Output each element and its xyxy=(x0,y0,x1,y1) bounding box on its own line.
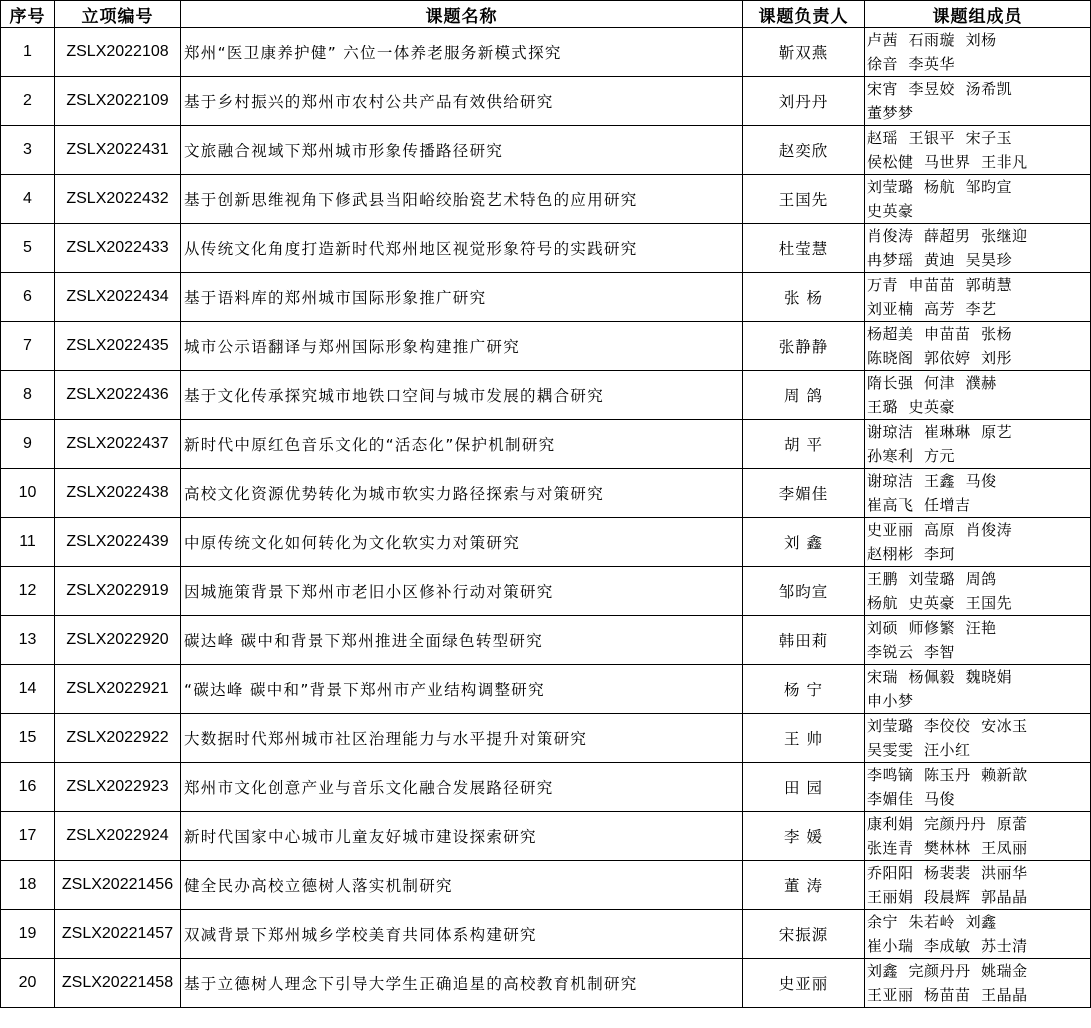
member-line: 万青 申苗苗 郭萌慧 xyxy=(867,276,1013,294)
table-row xyxy=(1,567,1091,616)
member-line: 侯松健 马世界 王非凡 xyxy=(867,153,1028,171)
row-members-cell xyxy=(865,763,1091,812)
row-seq-cell: 2 xyxy=(1,77,55,126)
row-members-cell xyxy=(865,273,1091,322)
header-code: 立项编号 xyxy=(55,1,181,28)
member-line: 刘莹璐 杨航 邹昀宣 xyxy=(867,178,1013,196)
member-line: 冉梦瑶 黄迪 吴昊珍 xyxy=(867,251,1013,269)
table-row xyxy=(1,812,1091,861)
row-seq-cell: 13 xyxy=(1,616,55,665)
row-members-cell xyxy=(865,77,1091,126)
table-row xyxy=(1,959,1091,1008)
row-members-cell xyxy=(865,175,1091,224)
table-row xyxy=(1,714,1091,763)
row-code-cell: ZSLX2022924 xyxy=(55,812,181,861)
table-row xyxy=(1,861,1091,910)
row-members-cell xyxy=(865,126,1091,175)
member-line: 赵瑶 王银平 宋子玉 xyxy=(867,129,1013,147)
row-code-cell: ZSLX2022923 xyxy=(55,763,181,812)
row-members-cell xyxy=(865,518,1091,567)
row-code-cell: ZSLX2022431 xyxy=(55,126,181,175)
row-lead-cell: 杨 宁 xyxy=(743,665,865,714)
row-title-cell: 城市公示语翻译与郑州国际形象构建推广研究 xyxy=(181,322,743,371)
row-title-cell: 中原传统文化如何转化为文化软实力对策研究 xyxy=(181,518,743,567)
header-lead: 课题负责人 xyxy=(743,1,865,28)
row-lead-cell: 韩田莉 xyxy=(743,616,865,665)
member-line: 康利娟 完颜丹丹 原蕾 xyxy=(867,815,1028,833)
member-line: 史英豪 xyxy=(867,202,914,220)
row-seq-cell: 18 xyxy=(1,861,55,910)
member-line: 史亚丽 高原 肖俊涛 xyxy=(867,521,1013,539)
header-seq: 序号 xyxy=(1,1,55,28)
row-lead-cell: 王国先 xyxy=(743,175,865,224)
row-members-cell xyxy=(865,616,1091,665)
member-line: 崔小瑞 李成敏 苏士清 xyxy=(867,937,1028,955)
row-seq-cell: 16 xyxy=(1,763,55,812)
member-line: 乔阳阳 杨裴裴 洪丽华 xyxy=(867,864,1028,882)
member-line: 李锐云 李智 xyxy=(867,643,956,661)
table-row xyxy=(1,518,1091,567)
row-code-cell: ZSLX2022435 xyxy=(55,322,181,371)
row-title-cell: “碳达峰 碳中和”背景下郑州市产业结构调整研究 xyxy=(181,665,743,714)
row-title-cell: 高校文化资源优势转化为城市软实力路径探索与对策研究 xyxy=(181,469,743,518)
member-line: 谢琼洁 崔琳琳 原艺 xyxy=(867,423,1013,441)
table-body xyxy=(1,28,1091,1008)
row-seq-cell: 20 xyxy=(1,959,55,1008)
row-lead-cell: 刘 鑫 xyxy=(743,518,865,567)
row-lead-cell: 李媚佳 xyxy=(743,469,865,518)
row-lead-cell: 赵奕欣 xyxy=(743,126,865,175)
member-line: 刘亚楠 高芳 李艺 xyxy=(867,300,997,318)
row-title-cell: 新时代中原红色音乐文化的“活态化”保护机制研究 xyxy=(181,420,743,469)
row-code-cell: ZSLX2022109 xyxy=(55,77,181,126)
row-title-cell: 新时代国家中心城市儿童友好城市建设探索研究 xyxy=(181,812,743,861)
member-line: 卢茜 石雨璇 刘杨 xyxy=(867,31,997,49)
row-members-cell xyxy=(865,371,1091,420)
row-code-cell: ZSLX2022433 xyxy=(55,224,181,273)
row-members-cell xyxy=(865,812,1091,861)
table-row xyxy=(1,665,1091,714)
member-line: 孙寒利 方元 xyxy=(867,447,956,465)
row-seq-cell: 17 xyxy=(1,812,55,861)
row-title-cell: 基于立德树人理念下引导大学生正确追星的高校教育机制研究 xyxy=(181,959,743,1008)
row-members-cell xyxy=(865,959,1091,1008)
row-code-cell: ZSLX2022432 xyxy=(55,175,181,224)
row-code-cell: ZSLX2022921 xyxy=(55,665,181,714)
row-title-cell: 基于文化传承探究城市地铁口空间与城市发展的耦合研究 xyxy=(181,371,743,420)
header-members: 课题组成员 xyxy=(865,1,1091,28)
row-title-cell: 郑州市文化创意产业与音乐文化融合发展路径研究 xyxy=(181,763,743,812)
row-seq-cell: 3 xyxy=(1,126,55,175)
member-line: 陈晓阁 郭依婷 刘彤 xyxy=(867,349,1013,367)
member-line: 李鸣镝 陈玉丹 赖新歆 xyxy=(867,766,1028,784)
table-row xyxy=(1,175,1091,224)
row-code-cell: ZSLX2022439 xyxy=(55,518,181,567)
table-row xyxy=(1,616,1091,665)
row-lead-cell: 周 鸽 xyxy=(743,371,865,420)
header-row xyxy=(1,1,1091,28)
row-seq-cell: 11 xyxy=(1,518,55,567)
row-seq-cell: 15 xyxy=(1,714,55,763)
member-line: 王亚丽 杨苗苗 王晶晶 xyxy=(867,986,1028,1004)
row-title-cell: 因城施策背景下郑州市老旧小区修补行动对策研究 xyxy=(181,567,743,616)
row-members-cell xyxy=(865,224,1091,273)
member-line: 肖俊涛 薛超男 张继迎 xyxy=(867,227,1028,245)
table-row xyxy=(1,371,1091,420)
row-title-cell: 文旅融合视域下郑州城市形象传播路径研究 xyxy=(181,126,743,175)
row-code-cell: ZSLX20221458 xyxy=(55,959,181,1008)
table-row xyxy=(1,910,1091,959)
row-code-cell: ZSLX2022436 xyxy=(55,371,181,420)
row-lead-cell: 刘丹丹 xyxy=(743,77,865,126)
member-line: 隋长强 何津 濮赫 xyxy=(867,374,997,392)
row-seq-cell: 7 xyxy=(1,322,55,371)
row-lead-cell: 靳双燕 xyxy=(743,28,865,77)
header-title: 课题名称 xyxy=(181,1,743,28)
row-seq-cell: 19 xyxy=(1,910,55,959)
table-row xyxy=(1,224,1091,273)
table-row xyxy=(1,469,1091,518)
row-seq-cell: 1 xyxy=(1,28,55,77)
row-lead-cell: 张 杨 xyxy=(743,273,865,322)
member-line: 杨航 史英豪 王国先 xyxy=(867,594,1013,612)
member-line: 宋宵 李昱姣 汤希凯 xyxy=(867,80,1013,98)
row-lead-cell: 田 园 xyxy=(743,763,865,812)
row-code-cell: ZSLX2022108 xyxy=(55,28,181,77)
row-seq-cell: 14 xyxy=(1,665,55,714)
table-row xyxy=(1,126,1091,175)
member-line: 杨超美 申苗苗 张杨 xyxy=(867,325,1013,343)
row-code-cell: ZSLX20221457 xyxy=(55,910,181,959)
row-members-cell xyxy=(865,322,1091,371)
row-code-cell: ZSLX2022437 xyxy=(55,420,181,469)
table-row xyxy=(1,77,1091,126)
row-lead-cell: 王 帅 xyxy=(743,714,865,763)
member-line: 刘莹璐 李佼佼 安冰玉 xyxy=(867,717,1028,735)
member-line: 王鹏 刘莹璐 周鸽 xyxy=(867,570,997,588)
row-seq-cell: 10 xyxy=(1,469,55,518)
row-title-cell: 大数据时代郑州城市社区治理能力与水平提升对策研究 xyxy=(181,714,743,763)
row-seq-cell: 5 xyxy=(1,224,55,273)
row-code-cell: ZSLX2022434 xyxy=(55,273,181,322)
row-lead-cell: 张静静 xyxy=(743,322,865,371)
member-line: 赵栩彬 李珂 xyxy=(867,545,956,563)
table-row xyxy=(1,763,1091,812)
row-lead-cell: 杜莹慧 xyxy=(743,224,865,273)
member-line: 王璐 史英豪 xyxy=(867,398,956,416)
table-row xyxy=(1,28,1091,77)
row-title-cell: 基于创新思维视角下修武县当阳峪绞胎瓷艺术特色的应用研究 xyxy=(181,175,743,224)
row-title-cell: 碳达峰 碳中和背景下郑州推进全面绿色转型研究 xyxy=(181,616,743,665)
member-line: 宋瑞 杨佩毅 魏晓娟 xyxy=(867,668,1013,686)
row-members-cell xyxy=(865,714,1091,763)
row-lead-cell: 李 媛 xyxy=(743,812,865,861)
member-line: 吴雯雯 汪小红 xyxy=(867,741,971,759)
row-code-cell: ZSLX2022438 xyxy=(55,469,181,518)
member-line: 张连青 樊林林 王凤丽 xyxy=(867,839,1028,857)
row-code-cell: ZSLX2022920 xyxy=(55,616,181,665)
row-lead-cell: 史亚丽 xyxy=(743,959,865,1008)
row-title-cell: 从传统文化角度打造新时代郑州地区视觉形象符号的实践研究 xyxy=(181,224,743,273)
member-line: 刘鑫 完颜丹丹 姚瑞金 xyxy=(867,962,1028,980)
member-line: 余宁 朱若岭 刘鑫 xyxy=(867,913,997,931)
row-seq-cell: 4 xyxy=(1,175,55,224)
row-code-cell: ZSLX2022922 xyxy=(55,714,181,763)
row-lead-cell: 邹昀宣 xyxy=(743,567,865,616)
member-line: 谢琼洁 王鑫 马俊 xyxy=(867,472,997,490)
row-members-cell xyxy=(865,861,1091,910)
table-row xyxy=(1,273,1091,322)
row-members-cell xyxy=(865,469,1091,518)
row-title-cell: 双减背景下郑州城乡学校美育共同体系构建研究 xyxy=(181,910,743,959)
row-title-cell: 健全民办高校立德树人落实机制研究 xyxy=(181,861,743,910)
member-line: 刘硕 师修繁 汪艳 xyxy=(867,619,997,637)
row-title-cell: 郑州“医卫康养护健” 六位一体养老服务新模式探究 xyxy=(181,28,743,77)
row-title-cell: 基于语料库的郑州城市国际形象推广研究 xyxy=(181,273,743,322)
row-lead-cell: 胡 平 xyxy=(743,420,865,469)
member-line: 徐音 李英华 xyxy=(867,55,956,73)
row-members-cell xyxy=(865,910,1091,959)
member-line: 崔高飞 任增吉 xyxy=(867,496,971,514)
row-seq-cell: 12 xyxy=(1,567,55,616)
row-code-cell: ZSLX20221456 xyxy=(55,861,181,910)
member-line: 王丽娟 段晨辉 郭晶晶 xyxy=(867,888,1028,906)
row-members-cell xyxy=(865,28,1091,77)
row-title-cell: 基于乡村振兴的郑州市农村公共产品有效供给研究 xyxy=(181,77,743,126)
table-row xyxy=(1,420,1091,469)
row-seq-cell: 8 xyxy=(1,371,55,420)
row-members-cell xyxy=(865,567,1091,616)
row-lead-cell: 董 涛 xyxy=(743,861,865,910)
member-line: 董梦梦 xyxy=(867,104,914,122)
row-members-cell xyxy=(865,420,1091,469)
member-line: 李媚佳 马俊 xyxy=(867,790,956,808)
row-code-cell: ZSLX2022919 xyxy=(55,567,181,616)
row-lead-cell: 宋振源 xyxy=(743,910,865,959)
row-members-cell xyxy=(865,665,1091,714)
row-seq-cell: 6 xyxy=(1,273,55,322)
member-line: 申小梦 xyxy=(867,692,914,710)
row-seq-cell: 9 xyxy=(1,420,55,469)
table-row xyxy=(1,322,1091,371)
